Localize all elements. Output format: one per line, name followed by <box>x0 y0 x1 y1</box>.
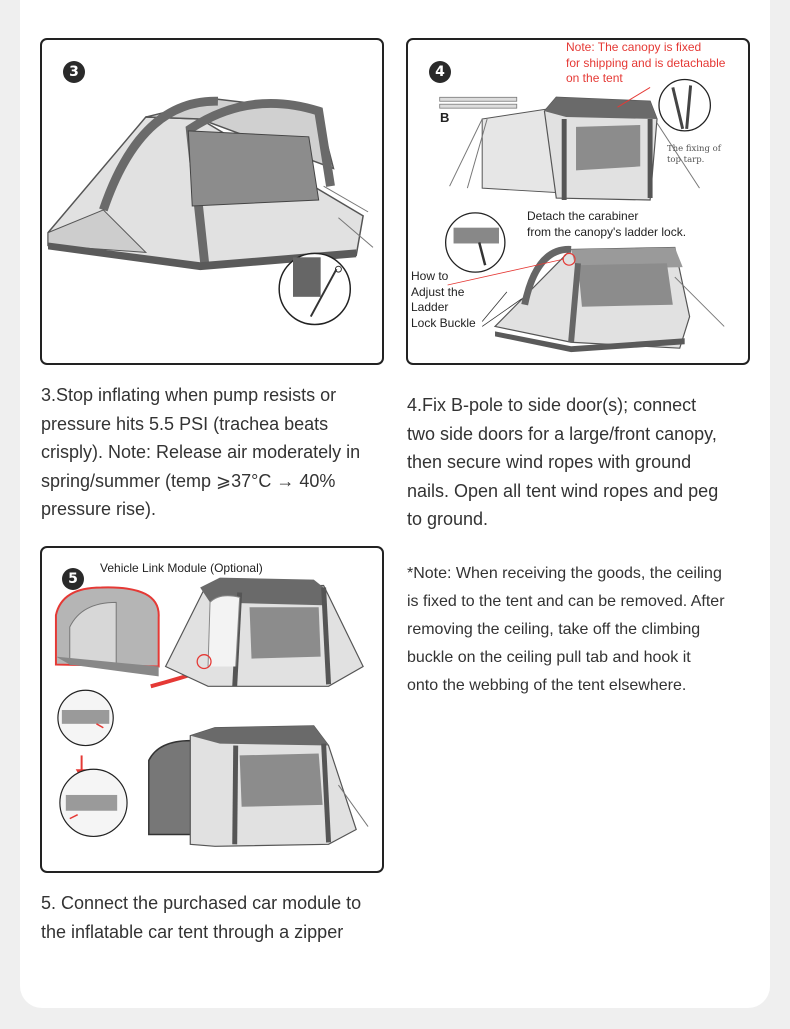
vehicle-module-label: Vehicle Link Module (Optional) <box>100 561 263 575</box>
b-pole-label: B <box>440 110 450 125</box>
step-3-caption: 3.Stop inflating when pump resists or pressure hits 5.5 PSI (trachea beats crisply). Note: Release air moderately in spring/summer (temp ⩾37°C → 40% pressure rise). <box>41 385 361 519</box>
step-4-caption: 4.Fix B-pole to side door(s); connect two side doors for a large/front canopy, then secure wind ropes with ground nails. Open all tent wind ropes and peg to ground. <box>407 395 719 529</box>
ladder-lock-label: How to Adjust the Ladder Lock Buckle <box>411 269 476 330</box>
step-4-illustration <box>406 38 750 365</box>
carabiner-label: Detach the carabiner from the canopy's ladder lock. <box>527 209 687 239</box>
step-5-badge: 5 <box>62 568 84 590</box>
step-4-badge: 4 <box>429 61 451 83</box>
fixing-label: The fixing of top tarp. <box>667 144 721 165</box>
ceiling-note: *Note: When receiving the goods, the ceiling is fixed to the tent and can be removed. After removing the ceiling, take off the climbing buckle on the ceiling pull tab and hook it onto the webbing of the tent elsewhere. <box>407 565 725 694</box>
canopy-note-label: Note: The canopy is fixed for shipping and is detachable on the tent <box>566 40 726 85</box>
step-3-illustration <box>40 38 384 365</box>
vehicle-module-illustration <box>42 548 382 871</box>
tent-inflated-illustration <box>42 40 382 363</box>
step-5-caption: 5. Connect the purchased car module to the inflatable car tent through a zipper <box>41 893 362 942</box>
step-3-badge: 3 <box>63 61 85 83</box>
step-5-illustration <box>40 546 384 873</box>
